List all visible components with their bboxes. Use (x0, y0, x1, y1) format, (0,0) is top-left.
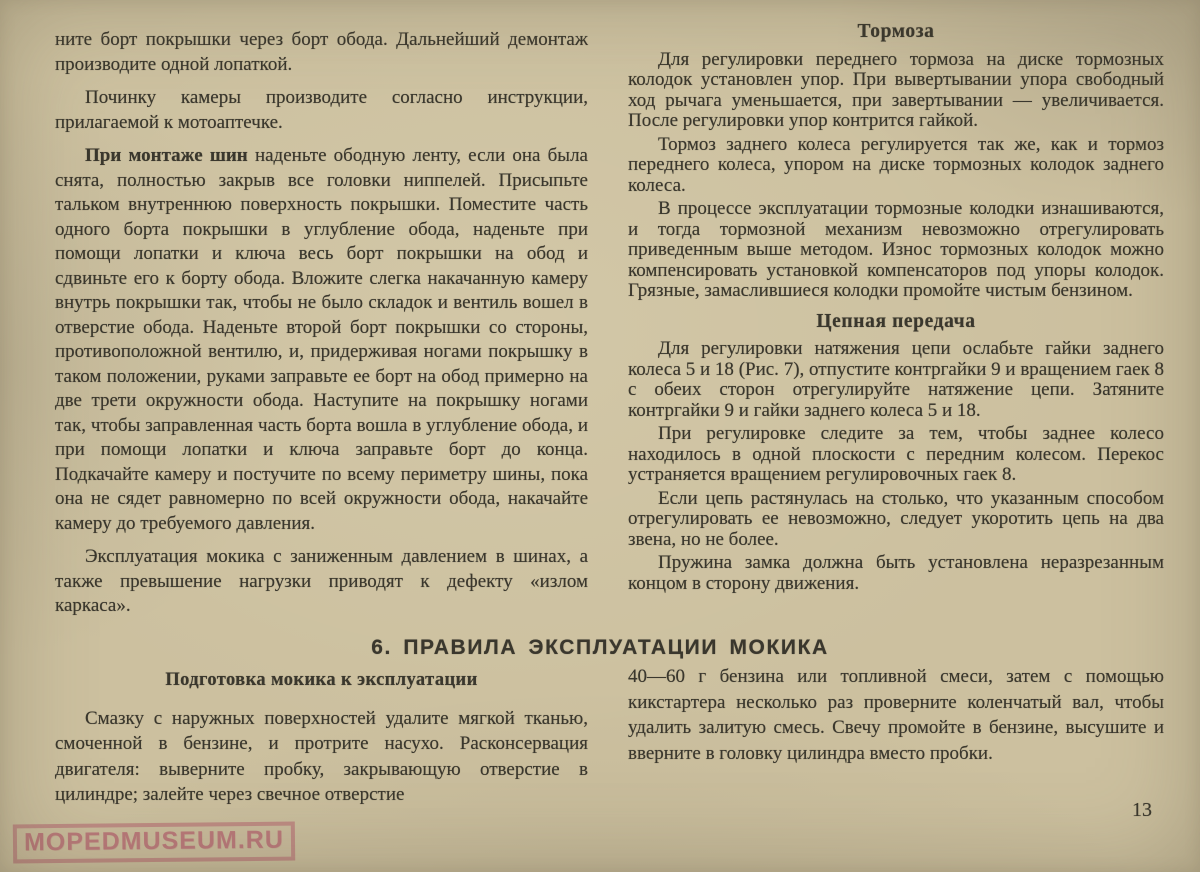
paragraph-tire-mounting (55, 144, 588, 536)
paragraph-low-pressure-warning: Эксплуатация мокика с заниженным давлением в шинах, а также превышение нагрузки приводят к дефекту «излом каркаса». (55, 546, 588, 616)
paragraph-tire-mounting-text: наденьте ободную ленту, если она была снята, полностью закрыв все головки ниппелей. Присыпьте тальком внутреннюю поверхность покрышки. Поместите часть одного борта покрышки в углубление обода, наденьте при помощи лопатки и ключа весь борт покрышки на обод и сдвиньте его к борту обода. Вложите слегка накачанную камеру внутрь покрышки так, чтобы не было складок и вентиль вошел в отверстие обода. Наденьте второй борт покрышки со стороны, противоположной вентилю, и, придерживая ногами покрышку в таком положении, руками заправьте ее борт на обод примерно на две трети окружности обода. Наступите на покрышку ногами так, чтобы заправленная часть борта вошла в углубление обода, и при помощи лопатки и ключа заправьте борт до конца. Подкачайте камеру и постучите по всему периметру шины, пока она не сядет равномерно по всей окружности обода, накачайте камеру до требуемого давления. (55, 145, 588, 534)
paragraph-chain-tension: Для регулировки натяжения цепи ослабьте гайки заднего колеса 5 и 18 (Рис. 7), отпустите контргайки 9 и вращением гаек 8 с обеих сторон отрегулируйте натяжение цепи. Затяните контргайки 9 и гайки заднего колеса 5 и 18. (628, 338, 1164, 421)
heading-chain-drive: Цепная передача (816, 310, 976, 332)
paragraph-front-brake: Для регулировки переднего тормоза на диске тормозных колодок установлен упор. При вывертывании упора свободный ход рычага уменьшается, при завертывании — увеличивается. После регулировки упор контрится гайкой. (628, 48, 1164, 131)
paragraph-tire-demount: ните борт покрышки через борт обода. Дальнейший демонтаж производите одной лопаткой. (55, 29, 588, 75)
section-heading-operation-rules: 6. ПРАВИЛА ЭКСПЛУАТАЦИИ МОКИКА (371, 636, 829, 659)
bold-lead-tire-mounting: При монтаже шин (85, 145, 248, 166)
bottom-right-column (628, 664, 1164, 775)
heading-brakes: Тормоза (857, 21, 935, 42)
bottom-left-column (55, 668, 588, 817)
paragraph-chain-lock-spring: Пружина замка должна быть установлена неразрезанным концом в сторону движения. (628, 552, 1164, 594)
paragraph-brake-wear: В процессе эксплуатации тормозные колодки изнашиваются, и тогда тормозной механизм невозможно отрегулировать приведенным выше методом. Износ тормозных колодок можно компенсировать установкой компенсаторов под упоры колодок. Грязные, замаслившиеся колодки промойте чистым бензином. (628, 198, 1164, 301)
paragraph-wheel-alignment: При регулировке следите за тем, чтобы заднее колесо находилось в одной плоскости с передним колесом. Перекос устраняется вращением регулировочных гаек 8. (628, 423, 1164, 485)
paragraph-rear-brake: Тормоз заднего колеса регулируется так же, как и тормоз переднего колеса, упором на диске тормозных колодок заднего колеса. (628, 133, 1164, 196)
right-column (628, 22, 1164, 597)
paragraph-tube-repair: Починку камеры производите согласно инструкции, прилагаемой к мотоаптечке. (55, 87, 588, 133)
watermark-stamp: MOPEDMUSEUM.RU (13, 822, 295, 864)
subheading-preparation: Подготовка мокика к эксплуатации (165, 670, 478, 690)
paragraph-preparation-continued: 40—60 г бензина или топливной смеси, затем с помощью кикстартера несколько раз проверните коленчатый вал, чтобы удалить залитую смесь. Свечу промойте в бензине, высушите и вверните в головку цилиндра вместо пробки. (628, 666, 1164, 764)
page-number: 13 (1132, 799, 1152, 821)
paragraph-chain-shortening: Если цепь растянулась на столько, что указанным способом отрегулировать ее невозможно, следует укоротить цепь на два звена, но не более. (628, 487, 1164, 550)
left-column (55, 28, 588, 628)
paragraph-preparation: Смазку с наружных поверхностей удалите мягкой тканью, смоченной в бензине, и протрите насухо. Расконсервация двигателя: выверните пробку, закрывающую отверстие в цилиндре; залейте через свечное отверстие (55, 707, 588, 805)
